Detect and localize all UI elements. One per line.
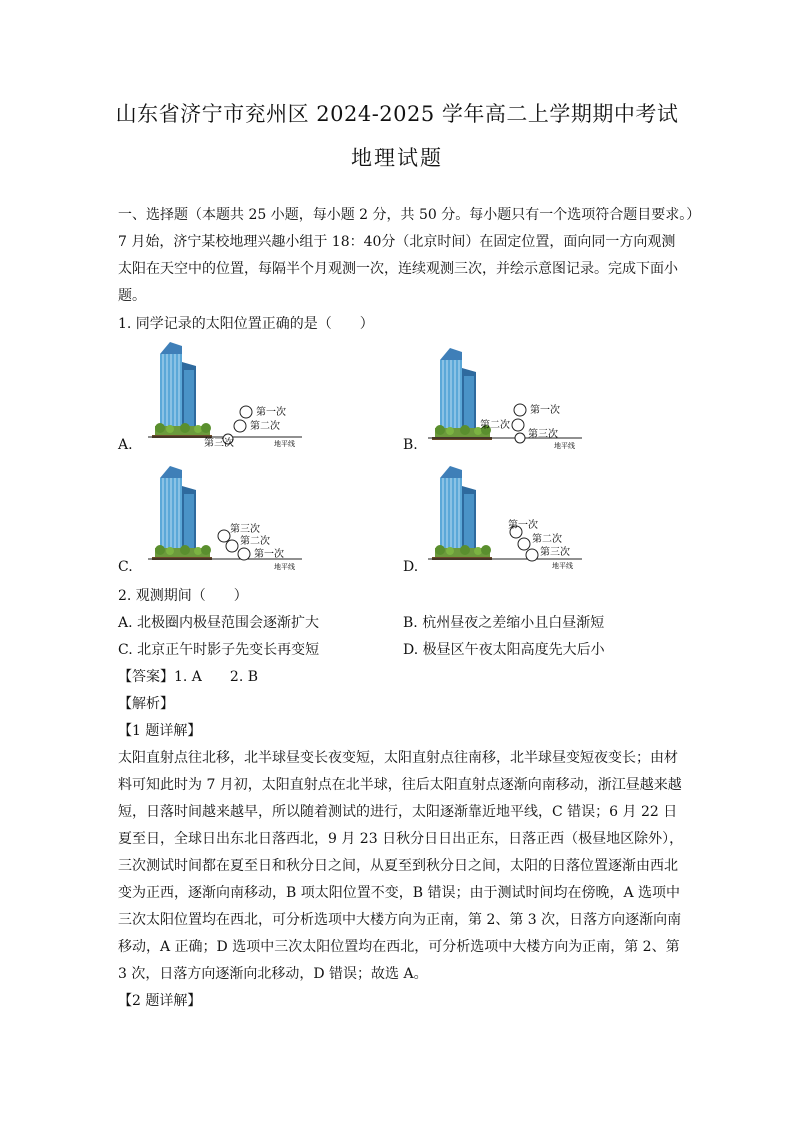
analysis-line: 短，日落时间越来越早，所以随着测试的进行，太阳逐渐靠近地平线，C 错误；6 月 22 日 [118, 804, 678, 820]
sun-marker [226, 540, 238, 552]
sun-marker [238, 548, 250, 560]
answer-text: 1. A 2. B [174, 669, 259, 685]
q1-stem: 1. 同学记录的太阳位置正确的是（ ） [118, 316, 374, 332]
figure-c [140, 464, 310, 574]
building-illustration [152, 342, 212, 438]
figure-a [140, 340, 310, 452]
analysis-line: 三次测试时间都在夏至日和秋分日之间，从夏至到秋分日之间，太阳的日落位置逐渐由西北 [118, 858, 678, 874]
intro-line-3: 题。 [118, 288, 146, 304]
sun-marker [218, 530, 230, 542]
analysis-line: 变为正西，逐渐向南移动，B 项太阳位置不变，B 错误；由于测试时间均在傍晚，A 选项中 [118, 885, 681, 901]
sun-label-2: 第二次 [532, 534, 562, 545]
building-illustration [432, 466, 492, 560]
horizon-label: 地平线 [274, 563, 295, 571]
figure-b-letter: B. [403, 437, 418, 453]
building-illustration [152, 466, 212, 560]
sun-label-2: 第二次 [480, 420, 510, 431]
analysis-line: 夏至日，全球日出东北日落西北，9 月 23 日秋分日日出正东，日落正西（极昼地区除外）， [118, 831, 684, 847]
answer-row [118, 666, 258, 686]
sun-marker [526, 549, 538, 561]
q2-option-b: B. 杭州昼夜之差缩小且白昼渐短 [403, 615, 605, 631]
sun-label-3: 第三次 [540, 547, 570, 558]
sun-label-3: 第一次 [254, 549, 284, 560]
horizon-label: 地平线 [554, 442, 575, 450]
sun-marker [518, 538, 530, 550]
q2-analysis-heading: 【2 题详解】 [118, 993, 202, 1009]
sun-label-1: 第一次 [530, 405, 560, 416]
analysis-line: 3 次，日落方向逐渐向北移动，D 错误；故选 A。 [118, 966, 428, 982]
answer-label: 【答案】 [118, 669, 174, 685]
analysis-label: 【解析】 [118, 696, 174, 712]
q2-option-d: D. 极昼区午夜太阳高度先大后小 [403, 642, 605, 658]
figure-c-letter: C. [118, 559, 133, 575]
figure-d [420, 464, 590, 574]
sun-marker [240, 406, 252, 418]
figure-d-letter: D. [403, 559, 419, 575]
analysis-line: 太阳直射点往北移，北半球昼变长夜变短，太阳直射点往南移，北半球昼变短夜变长；由材 [118, 750, 678, 766]
figure-a-letter: A. [118, 437, 133, 453]
paper-subtitle: 地理试题 [351, 146, 443, 170]
sun-label-1: 第一次 [508, 520, 538, 531]
analysis-line: 三次太阳位置均在西北，可分析选项中大楼方向为正南，第 2、第 3 次，日落方向逐渐向南 [118, 912, 682, 928]
section-heading: 一、选择题（本题共 25 小题，每小题 2 分，共 50 分。每小题只有一个选项符合题目要求。） [118, 207, 701, 223]
q1-analysis-heading: 【1 题详解】 [118, 723, 202, 739]
q2-option-c: C. 北京正午时影子先变长再变短 [118, 642, 320, 658]
sun-label-1: 第一次 [256, 407, 286, 418]
sun-label-3: 第三次 [204, 438, 234, 449]
paper-title: 山东省济宁市兖州区 2024-2025 学年高二上学期期中考试 [115, 102, 679, 126]
sun-marker [234, 420, 246, 432]
sun-label-2: 第二次 [250, 421, 280, 432]
intro-line-1: 7 月始，济宁某校地理兴趣小组于 18：40分（北京时间）在固定位置，面向同一方向观测 [118, 234, 676, 250]
sun-marker [512, 419, 524, 431]
horizon-label: 地平线 [552, 562, 573, 570]
sun-label-1: 第三次 [230, 524, 260, 535]
sun-label-3: 第三次 [528, 429, 558, 440]
horizon-label: 地平线 [274, 440, 295, 448]
q2-option-a: A. 北极圈内极昼范围会逐渐扩大 [118, 615, 320, 631]
q2-stem: 2. 观测期间（ ） [118, 588, 248, 604]
sun-marker [514, 404, 526, 416]
figure-b [420, 346, 590, 454]
sun-marker [515, 433, 525, 443]
intro-line-2: 太阳在天空中的位置，每隔半个月观测一次，连续观测三次，并绘示意图记录。完成下面小 [118, 261, 678, 277]
analysis-line: 移动，A 正确；D 选项中三次太阳位置均在西北，可分析选项中大楼方向为正南，第 2、第 [118, 939, 680, 955]
sun-label-2: 第二次 [240, 536, 270, 547]
analysis-line: 料可知此时为 7 月初，太阳直射点在北半球，往后太阳直射点逐渐向南移动，浙江昼越来越 [118, 777, 682, 793]
